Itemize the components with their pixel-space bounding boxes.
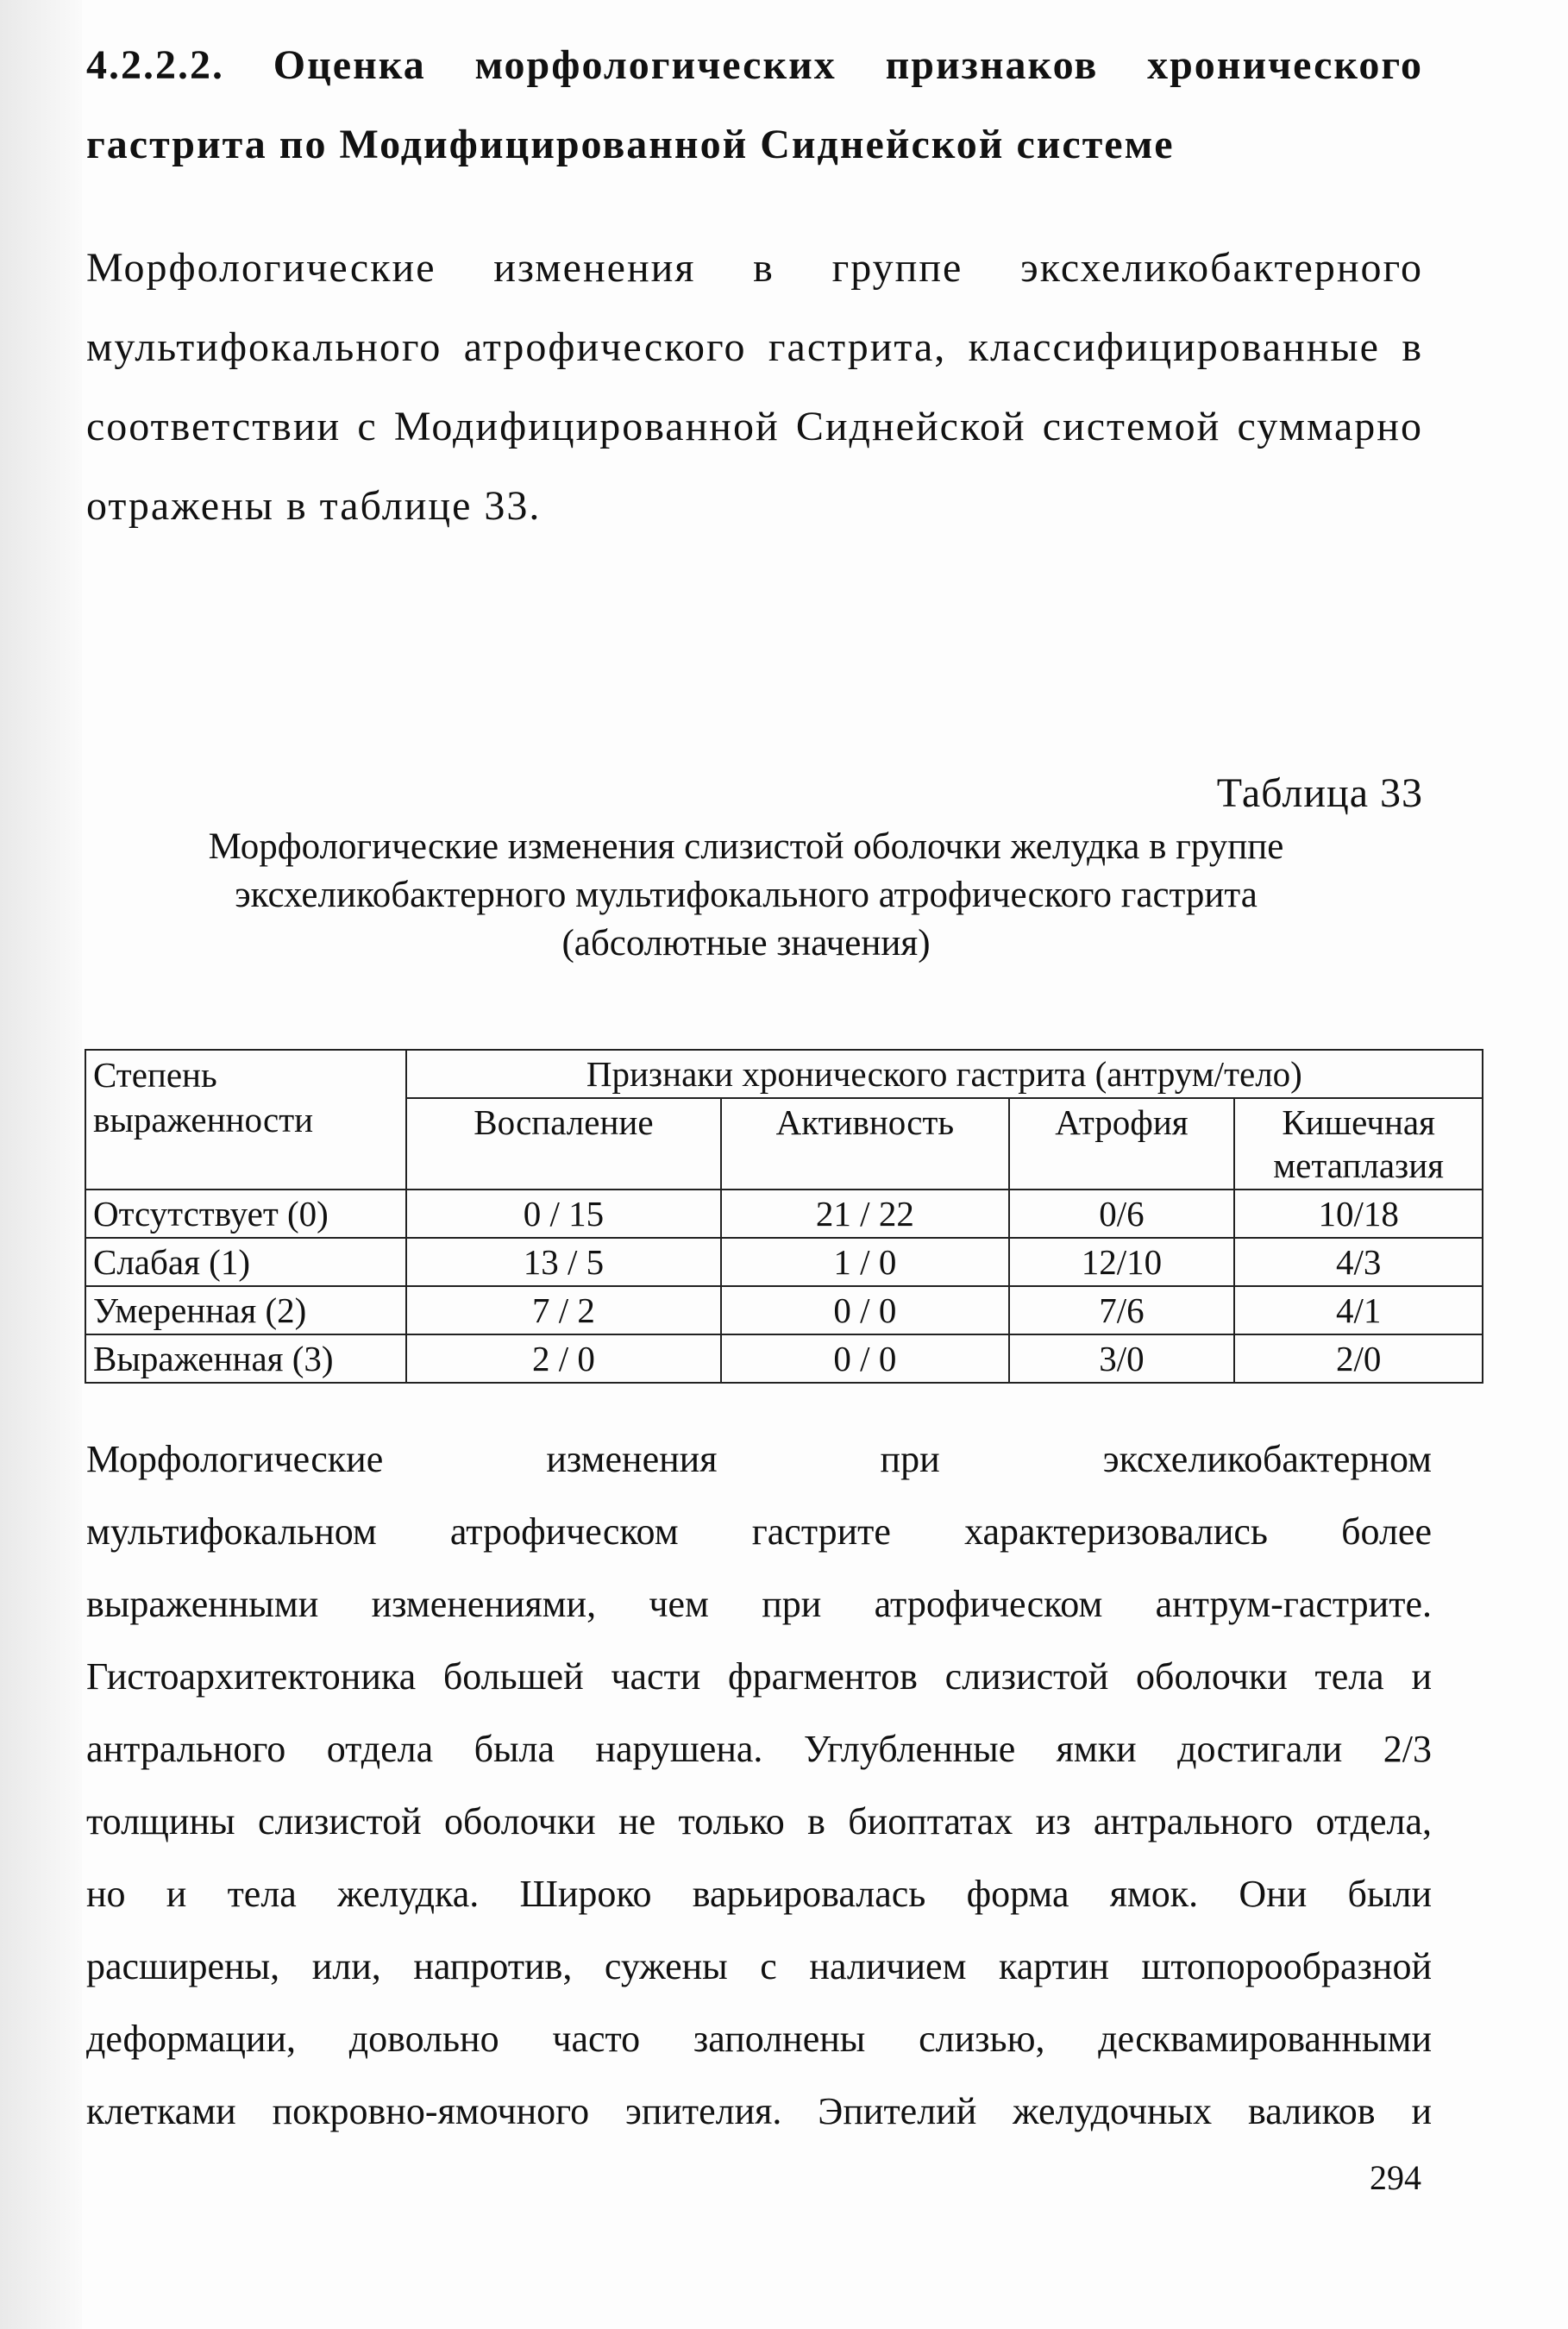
table-cell: 4/1 xyxy=(1234,1286,1483,1334)
body-line: деформации, довольно часто заполнены слизью, десквамированными xyxy=(86,2018,1432,2060)
row-label: Отсутствует (0) xyxy=(85,1190,406,1238)
body-line: мультифокальном атрофическом гастрите характеризовались более xyxy=(86,1510,1432,1553)
scan-edge-shadow xyxy=(0,0,82,2329)
table-cell: 0/6 xyxy=(1009,1190,1235,1238)
column-header: Атрофия xyxy=(1009,1098,1235,1190)
page-number: 294 xyxy=(1370,2158,1421,2197)
table-cell: 0 / 0 xyxy=(721,1286,1009,1334)
table-cell: 4/3 xyxy=(1234,1238,1483,1286)
table-cell: 7/6 xyxy=(1009,1286,1235,1334)
table-cell: 13 / 5 xyxy=(406,1238,721,1286)
table-cell: 3/0 xyxy=(1009,1334,1235,1383)
table-header-row xyxy=(85,1050,1483,1098)
table-row xyxy=(85,1190,1483,1238)
table-caption xyxy=(129,823,1363,968)
table-cell: 2/0 xyxy=(1234,1334,1483,1383)
table-cell: 0 / 15 xyxy=(406,1190,721,1238)
body-line: клетками покровно-ямочного эпителия. Эпителий желудочных валиков и xyxy=(86,2090,1432,2132)
table-row xyxy=(85,1238,1483,1286)
table-row xyxy=(85,1286,1483,1334)
table-row xyxy=(85,1334,1483,1383)
table-caption-line: Морфологические изменения слизистой оболочки желудка в группе xyxy=(208,826,1284,867)
body-line: выраженными изменениями, чем при атрофическом антрум-гастрите. xyxy=(86,1583,1432,1625)
body-line: толщины слизистой оболочки не только в биоптатах из антрального отдела, xyxy=(86,1800,1432,1842)
table-cell: 21 / 22 xyxy=(721,1190,1009,1238)
row-label: Выраженная (3) xyxy=(85,1334,406,1383)
section-heading: 4.2.2.2. Оценка морфологических признаков хронического гастрита по Модифицированной Сиднейской системе xyxy=(86,42,1423,167)
table-cell: 0 / 0 xyxy=(721,1334,1009,1383)
table-label: Таблица 33 xyxy=(1216,770,1423,816)
row-label: Слабая (1) xyxy=(85,1238,406,1286)
body-line: но и тела желудка. Широко варьировалась форма ямок. Они были xyxy=(86,1873,1432,1915)
intro-paragraph: Морфологические изменения в группе эксхеликобактерного мультифокального атрофического гастрита, классифицированные в соответствии с Модифицированной Сиднейской системой суммарно отражены в таблице 33. xyxy=(86,245,1423,529)
table-caption-line: эксхеликобактерного мультифокального атрофического гастрита xyxy=(235,875,1258,915)
table-caption-line: (абсолютные значения) xyxy=(561,923,931,964)
table-cell: 1 / 0 xyxy=(721,1238,1009,1286)
table-cell: 10/18 xyxy=(1234,1190,1483,1238)
body-paragraph xyxy=(86,1423,1432,2148)
column-header: Воспаление xyxy=(406,1098,721,1190)
morphology-table xyxy=(85,1049,1483,1384)
table-cell: 7 / 2 xyxy=(406,1286,721,1334)
body-line: расширены, или, напротив, сужены с наличием картин штопорообразной xyxy=(86,1945,1432,1987)
table-cell: 2 / 0 xyxy=(406,1334,721,1383)
group-header: Признаки хронического гастрита (антрум/тело) xyxy=(406,1050,1483,1098)
column-header: Кишечная метаплазия xyxy=(1234,1098,1483,1190)
column-header: Активность xyxy=(721,1098,1009,1190)
body-line: Гистоархитектоника большей части фрагментов слизистой оболочки тела и xyxy=(86,1655,1432,1698)
table-cell: 12/10 xyxy=(1009,1238,1235,1286)
body-line: Морфологические изменения при эксхеликобактерном xyxy=(86,1438,1432,1480)
row-label: Умеренная (2) xyxy=(85,1286,406,1334)
corner-header: Степень выраженности xyxy=(85,1050,406,1190)
body-line: антрального отдела была нарушена. Углубленные ямки достигали 2/3 xyxy=(86,1728,1432,1770)
